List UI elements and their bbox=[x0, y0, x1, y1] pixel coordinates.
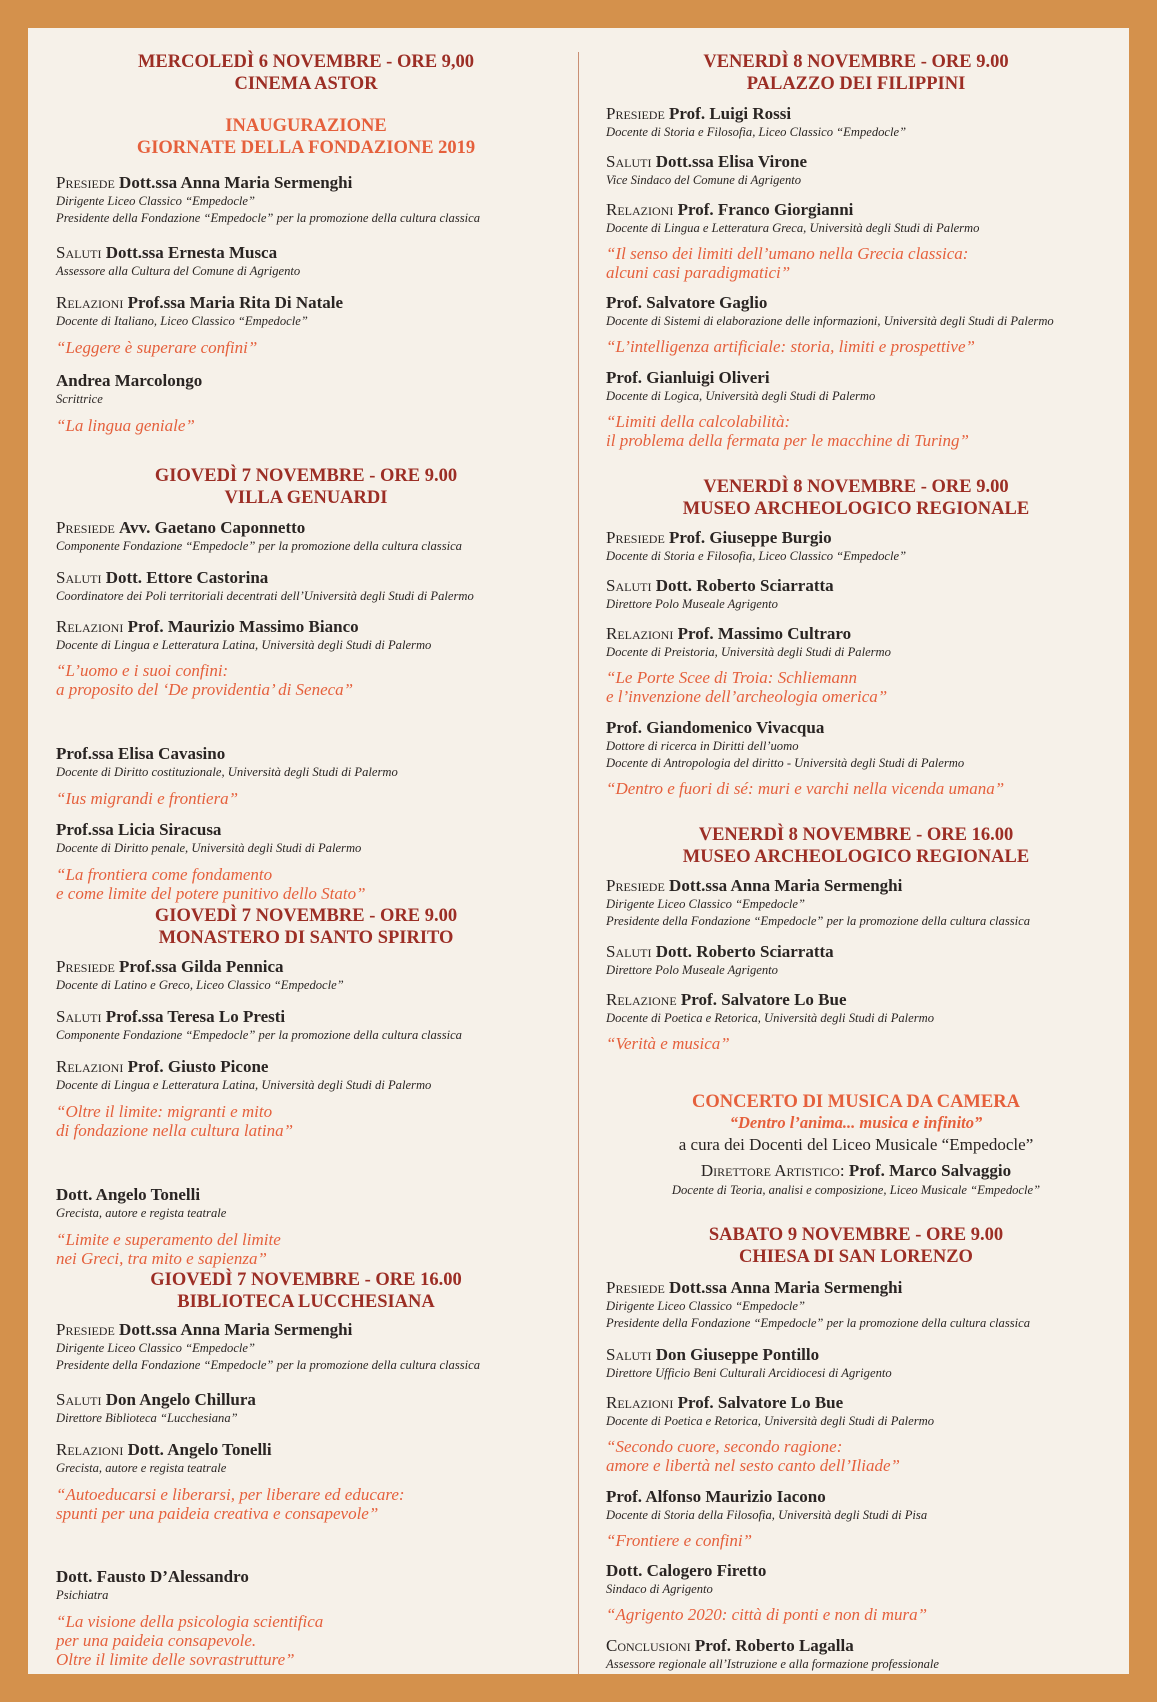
affiliation: Docente di Teoria, analisi e composizione, Liceo Musicale “Empedocle” bbox=[671, 1183, 1041, 1197]
person-name: Prof.ssa Maria Rita Di Natale bbox=[127, 293, 344, 312]
talk-title: “La lingua geniale” bbox=[56, 416, 195, 435]
person-name: Andrea Marcolongo bbox=[56, 371, 203, 390]
affiliation: Docente di Lingua e Letteratura Latina, Università degli Studi di Palermo bbox=[56, 1078, 432, 1092]
entry-saluti bbox=[56, 1390, 256, 1427]
person-name: Prof. Salvatore Lo Bue bbox=[677, 1393, 844, 1412]
talk-title: “Dentro e fuori di sé: muri e varchi nella vicenda umana” bbox=[606, 779, 1005, 798]
person-name: Dott.ssa Ernesta Musca bbox=[105, 243, 278, 262]
session-day: MERCOLEDÌ 6 NOVEMBRE - ORE 9,00 bbox=[137, 52, 475, 72]
affiliation: Componente Fondazione “Empedocle” per la promozione della cultura classica bbox=[56, 1028, 462, 1042]
person-name: Avv. Gaetano Caponnetto bbox=[119, 518, 306, 537]
role-label: Relazioni bbox=[606, 200, 674, 219]
talk-title: e come limite del potere punitivo dello Stato” bbox=[56, 884, 366, 903]
person-name: Prof. Giuseppe Burgio bbox=[669, 528, 832, 547]
affiliation: Docente di Lingua e Letteratura Greca, Università degli Studi di Palermo bbox=[606, 221, 980, 235]
person-name: Dott. Angelo Tonelli bbox=[56, 1185, 201, 1204]
inaugurazione-title: INAUGURAZIONE bbox=[225, 116, 387, 136]
person-name: Dott.ssa Anna Maria Sermenghi bbox=[119, 1320, 353, 1339]
session-day: VENERDÌ 8 NOVEMBRE - ORE 16.00 bbox=[698, 825, 1014, 845]
session-giovedi-villa bbox=[56, 465, 556, 509]
entry-relazioni bbox=[56, 293, 343, 357]
entry-presiede bbox=[606, 1278, 1030, 1332]
role-label: Saluti bbox=[56, 1390, 102, 1409]
session-place: CHIESA DI SAN LORENZO bbox=[739, 1247, 973, 1267]
talk-title: Oltre il limite delle sovrastrutture” bbox=[56, 1650, 295, 1669]
affiliation: Direttore Polo Museale Agrigento bbox=[606, 597, 778, 611]
role-label: Saluti bbox=[56, 1007, 102, 1026]
entry-relazioni bbox=[606, 624, 891, 706]
role-label: Presiede bbox=[56, 173, 115, 192]
affiliation: Presidente della Fondazione “Empedocle” per la promozione della cultura classica bbox=[56, 211, 481, 225]
entry-saluti bbox=[56, 568, 474, 605]
affiliation: Dirigente Liceo Classico “Empedocle” bbox=[606, 897, 806, 911]
role-label: Direttore Artistico: bbox=[700, 1161, 845, 1180]
person-name: Dott.ssa Anna Maria Sermenghi bbox=[119, 173, 353, 192]
role-label: Relazione bbox=[606, 990, 677, 1009]
affiliation: Presidente della Fondazione “Empedocle” per la promozione della cultura classica bbox=[56, 1358, 481, 1372]
role-label: Presiede bbox=[56, 1320, 115, 1339]
session-day: VENERDÌ 8 NOVEMBRE - ORE 9.00 bbox=[703, 477, 1009, 497]
affiliation: Docente di Storia e Filosofia, Liceo Classico “Empedocle” bbox=[606, 125, 907, 139]
affiliation: Docente di Diritto penale, Università degli Studi di Palermo bbox=[56, 841, 362, 855]
person-name: Prof.ssa Gilda Pennica bbox=[119, 957, 284, 976]
entry-speaker bbox=[56, 371, 202, 435]
role-label: Presiede bbox=[606, 876, 665, 895]
entry-speaker bbox=[606, 368, 969, 450]
affiliation: Docente di Diritto costituzionale, Università degli Studi di Palermo bbox=[56, 765, 398, 779]
person-name: Prof. Maurizio Massimo Bianco bbox=[127, 617, 359, 636]
role-label: Saluti bbox=[56, 568, 102, 587]
concert-block bbox=[606, 1091, 1106, 1199]
affiliation: Scrittrice bbox=[56, 392, 103, 406]
session-place: CINEMA ASTOR bbox=[234, 74, 378, 94]
role-label: Saluti bbox=[56, 243, 102, 262]
person-name: Dott.ssa Elisa Virone bbox=[655, 152, 807, 171]
affiliation: Direttore Polo Museale Agrigento bbox=[606, 963, 778, 977]
entry-conclusioni bbox=[606, 1636, 939, 1673]
person-name: Prof. Salvatore Gaglio bbox=[606, 293, 768, 312]
entry-speaker bbox=[606, 1561, 927, 1624]
affiliation: Docente di Storia della Filosofia, Università degli Studi di Pisa bbox=[606, 1508, 928, 1522]
person-name: Prof.ssa Elisa Cavasino bbox=[56, 744, 226, 763]
talk-title: alcuni casi paradigmatici” bbox=[606, 263, 791, 282]
affiliation: Presidente della Fondazione “Empedocle” per la promozione della cultura classica bbox=[606, 1316, 1031, 1330]
session-day: GIOVEDÌ 7 NOVEMBRE - ORE 9.00 bbox=[154, 466, 458, 486]
talk-title: per una paideia consapevole. bbox=[56, 1631, 257, 1650]
role-label: Presiede bbox=[606, 1278, 665, 1297]
entry-presiede bbox=[56, 957, 344, 994]
role-label: Saluti bbox=[606, 152, 652, 171]
session-mercoledi bbox=[56, 51, 556, 159]
talk-title: “Autoeducarsi e liberarsi, per liberare ed educare: bbox=[56, 1485, 405, 1504]
person-name: Prof. Franco Giorgianni bbox=[677, 200, 854, 219]
talk-title: “Limite e superamento del limite bbox=[56, 1230, 281, 1249]
person-name: Dott. Roberto Sciarratta bbox=[655, 942, 834, 961]
affiliation: Vice Sindaco del Comune di Agrigento bbox=[606, 173, 802, 187]
talk-title: “Leggere è superare confini” bbox=[56, 338, 258, 357]
person-name: Prof. Salvatore Lo Bue bbox=[680, 990, 847, 1009]
person-name: Dott. Ettore Castorina bbox=[105, 568, 269, 587]
session-place: VILLA GENUARDI bbox=[224, 488, 388, 508]
entry-relazioni bbox=[606, 200, 979, 282]
session-day: GIOVEDÌ 7 NOVEMBRE - ORE 16.00 bbox=[150, 1270, 462, 1290]
entry-presiede bbox=[56, 173, 480, 227]
entry-saluti bbox=[606, 152, 807, 189]
affiliation: Psichiatra bbox=[56, 1588, 109, 1602]
column-divider bbox=[578, 52, 579, 1674]
talk-title: “Agrigento 2020: città di ponti e non di mura” bbox=[606, 1605, 928, 1624]
role-label: Relazioni bbox=[56, 293, 124, 312]
role-label: Presiede bbox=[606, 104, 665, 123]
entry-speaker bbox=[606, 718, 1004, 798]
affiliation: Assessore alla Cultura del Comune di Agrigento bbox=[56, 264, 301, 278]
person-name: Dott.ssa Anna Maria Sermenghi bbox=[669, 876, 903, 895]
entry-relazioni bbox=[56, 1440, 405, 1523]
entry-speaker bbox=[606, 293, 1054, 356]
role-label: Relazioni bbox=[56, 617, 124, 636]
affiliation: Dirigente Liceo Classico “Empedocle” bbox=[606, 1299, 806, 1313]
affiliation: Grecista, autore e regista teatrale bbox=[56, 1461, 227, 1475]
talk-title: “L’uomo e i suoi confini: bbox=[56, 661, 229, 680]
entry-saluti bbox=[606, 942, 834, 979]
affiliation: Docente di Logica, Università degli Studi di Palermo bbox=[606, 389, 876, 403]
person-name: Dott. Roberto Sciarratta bbox=[655, 576, 834, 595]
talk-title: “Secondo cuore, secondo ragione: bbox=[606, 1437, 843, 1456]
entry-speaker bbox=[606, 1487, 927, 1550]
entry-relazioni bbox=[56, 1057, 431, 1140]
role-label: Relazioni bbox=[606, 624, 674, 643]
person-name: Dott.ssa Anna Maria Sermenghi bbox=[669, 1278, 903, 1297]
concert-subtitle: “Dentro l’anima... musica e infinito” bbox=[729, 1113, 983, 1132]
entry-saluti bbox=[606, 1345, 892, 1382]
entry-presiede bbox=[606, 876, 1030, 930]
role-label: Relazioni bbox=[606, 1393, 674, 1412]
person-name: Prof. Luigi Rossi bbox=[669, 104, 792, 123]
person-name: Dott. Angelo Tonelli bbox=[127, 1440, 272, 1459]
entry-presiede bbox=[606, 104, 906, 141]
talk-title: nei Greci, tra mito e sapienza” bbox=[56, 1249, 267, 1268]
talk-title: “Limiti della calcolabilità: bbox=[606, 412, 791, 431]
session-giovedi-monastero bbox=[56, 905, 556, 949]
role-label: Saluti bbox=[606, 1345, 652, 1364]
inaugurazione-subtitle: GIORNATE DELLA FONDAZIONE 2019 bbox=[136, 138, 476, 158]
entry-speaker bbox=[56, 820, 366, 903]
entry-relazioni bbox=[606, 1393, 934, 1475]
entry-presiede bbox=[606, 528, 906, 565]
entry-relazione bbox=[606, 990, 934, 1053]
person-name: Prof.ssa Teresa Lo Presti bbox=[105, 1007, 286, 1026]
affiliation: Componente Fondazione “Empedocle” per la promozione della cultura classica bbox=[56, 539, 462, 553]
concert-title: CONCERTO DI MUSICA DA CAMERA bbox=[692, 1092, 1020, 1112]
affiliation: Docente di Italiano, Liceo Classico “Empedocle” bbox=[56, 314, 308, 328]
person-name: Prof. Massimo Cultraro bbox=[677, 624, 852, 643]
entry-presiede bbox=[56, 518, 462, 555]
person-name: Prof. Marco Salvaggio bbox=[848, 1161, 1012, 1180]
person-name: Prof. Giusto Picone bbox=[127, 1057, 269, 1076]
entry-speaker bbox=[56, 1567, 323, 1669]
affiliation: Dirigente Liceo Classico “Empedocle” bbox=[56, 194, 256, 208]
affiliation: Direttore Biblioteca “Lucchesiana” bbox=[56, 1411, 238, 1425]
session-day: VENERDÌ 8 NOVEMBRE - ORE 9.00 bbox=[703, 52, 1009, 72]
entry-relazioni bbox=[56, 617, 431, 699]
session-place: PALAZZO DEI FILIPPINI bbox=[746, 74, 966, 94]
affiliation: Sindaco di Agrigento bbox=[606, 1582, 713, 1596]
talk-title: a proposito del ‘De providentia’ di Seneca” bbox=[56, 680, 354, 699]
affiliation: Grecista, autore e regista teatrale bbox=[56, 1206, 227, 1220]
entry-saluti bbox=[606, 576, 834, 613]
affiliation: Direttore Ufficio Beni Culturali Arcidiocesi di Agrigento bbox=[606, 1366, 892, 1380]
talk-title: “Il senso dei limiti dell’umano nella Grecia classica: bbox=[606, 244, 969, 263]
entry-saluti bbox=[56, 1007, 462, 1044]
session-sabato bbox=[606, 1224, 1106, 1268]
person-name: Dott. Calogero Firetto bbox=[606, 1561, 767, 1580]
role-label: Saluti bbox=[606, 576, 652, 595]
talk-title: amore e libertà nel sesto canto dell’Iliade” bbox=[606, 1456, 900, 1475]
program-page bbox=[28, 28, 1129, 1674]
affiliation: Docente di Poetica e Retorica, Università degli Studi di Palermo bbox=[606, 1414, 935, 1428]
person-name: Don Angelo Chillura bbox=[105, 1390, 256, 1409]
role-label: Relazioni bbox=[56, 1057, 124, 1076]
talk-title: “Frontiere e confini” bbox=[606, 1531, 753, 1550]
affiliation: Docente di Antropologia del diritto - Università degli Studi di Palermo bbox=[606, 756, 965, 770]
talk-title: e l’invenzione dell’archeologia omerica” bbox=[606, 687, 888, 706]
affiliation: Docente di Lingua e Letteratura Latina, Università degli Studi di Palermo bbox=[56, 638, 432, 652]
entry-speaker bbox=[56, 744, 398, 808]
session-day: SABATO 9 NOVEMBRE - ORE 9.00 bbox=[708, 1225, 1004, 1245]
concert-curated-by: a cura dei Docenti del Liceo Musicale “Empedocle” bbox=[678, 1135, 1034, 1154]
entry-saluti bbox=[56, 243, 300, 280]
talk-title: “Oltre il limite: migranti e mito bbox=[56, 1102, 273, 1121]
affiliation: Presidente della Fondazione “Empedocle” per la promozione della cultura classica bbox=[606, 914, 1031, 928]
session-venerdi-filippini bbox=[606, 51, 1106, 95]
affiliation: Docente di Storia e Filosofia, Liceo Classico “Empedocle” bbox=[606, 549, 907, 563]
talk-title: “Ius migrandi e frontiera” bbox=[56, 789, 239, 808]
person-name: Prof. Giandomenico Vivacqua bbox=[606, 718, 825, 737]
person-name: Prof. Gianluigi Oliveri bbox=[606, 368, 770, 387]
talk-title: “L’intelligenza artificiale: storia, limiti e prospettive” bbox=[606, 337, 975, 356]
talk-title: di fondazione nella cultura latina” bbox=[56, 1121, 294, 1140]
session-place: MONASTERO DI SANTO SPIRITO bbox=[158, 928, 454, 948]
talk-title: il problema della fermata per le macchine di Turing” bbox=[606, 431, 969, 450]
session-venerdi-museo-pomeriggio bbox=[606, 824, 1106, 868]
role-label: Conclusioni bbox=[606, 1636, 691, 1655]
session-venerdi-museo-mattina bbox=[606, 476, 1106, 520]
session-day: GIOVEDÌ 7 NOVEMBRE - ORE 9.00 bbox=[154, 906, 458, 926]
session-place: MUSEO ARCHEOLOGICO REGIONALE bbox=[682, 499, 1030, 519]
talk-title: spunti per una paideia creativa e consapevole” bbox=[56, 1504, 379, 1523]
affiliation: Docente di Latino e Greco, Liceo Classico “Empedocle” bbox=[56, 978, 344, 992]
affiliation: Coordinatore dei Poli territoriali decentrati dell’Università degli Studi di Palermo bbox=[56, 589, 474, 603]
role-label: Relazioni bbox=[56, 1440, 124, 1459]
talk-title: “Le Porte Scee di Troia: Schliemann bbox=[606, 668, 858, 687]
session-giovedi-biblioteca bbox=[56, 1269, 556, 1313]
session-place: BIBLIOTECA LUCCHESIANA bbox=[177, 1292, 435, 1312]
session-place: MUSEO ARCHEOLOGICO REGIONALE bbox=[682, 847, 1030, 867]
talk-title: “La frontiera come fondamento bbox=[56, 865, 273, 884]
affiliation: Docente di Sistemi di elaborazione delle informazioni, Università degli Studi di Palermo bbox=[606, 314, 1054, 328]
affiliation: Assessore regionale all’Istruzione e alla formazione professionale bbox=[606, 1657, 940, 1671]
affiliation: Docente di Preistoria, Università degli Studi di Palermo bbox=[606, 645, 891, 659]
affiliation: Dirigente Liceo Classico “Empedocle” bbox=[56, 1341, 256, 1355]
person-name: Dott. Fausto D’Alessandro bbox=[56, 1567, 249, 1586]
talk-title: “Verità e musica” bbox=[606, 1034, 730, 1053]
person-name: Prof. Roberto Lagalla bbox=[694, 1636, 854, 1655]
entry-speaker bbox=[56, 1185, 281, 1268]
affiliation: Dottore di ricerca in Diritti dell’uomo bbox=[606, 739, 799, 753]
role-label: Presiede bbox=[56, 518, 115, 537]
role-label: Saluti bbox=[606, 942, 652, 961]
person-name: Prof. Alfonso Maurizio Iacono bbox=[606, 1487, 826, 1506]
person-name: Don Giuseppe Pontillo bbox=[655, 1345, 820, 1364]
talk-title: “La visione della psicologia scientifica bbox=[56, 1612, 324, 1631]
role-label: Presiede bbox=[606, 528, 665, 547]
affiliation: Docente di Poetica e Retorica, Università degli Studi di Palermo bbox=[606, 1011, 935, 1025]
person-name: Prof.ssa Licia Siracusa bbox=[56, 820, 222, 839]
entry-presiede bbox=[56, 1320, 480, 1374]
role-label: Presiede bbox=[56, 957, 115, 976]
